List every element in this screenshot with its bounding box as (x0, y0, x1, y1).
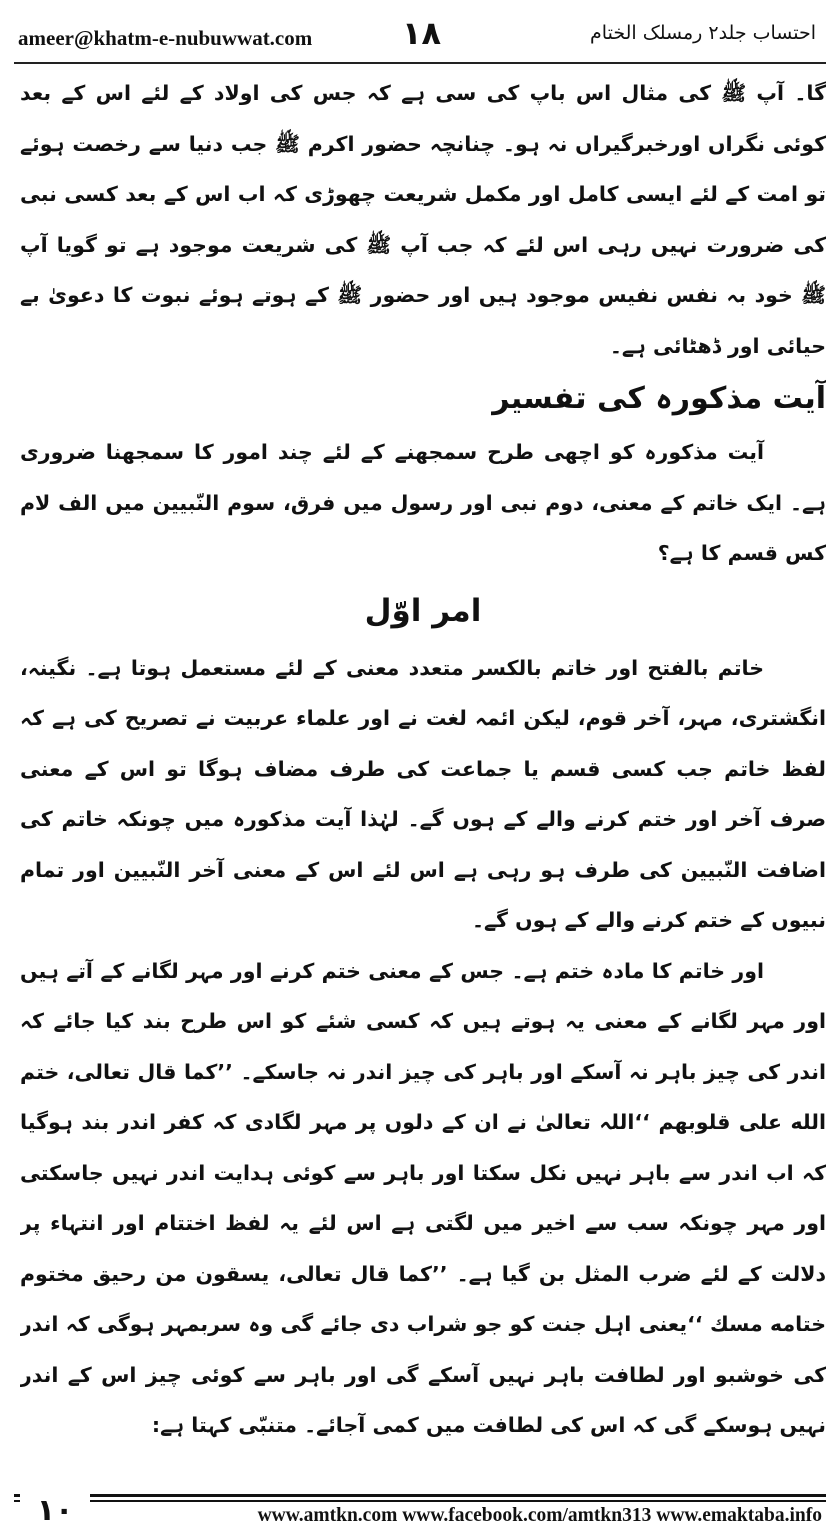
header-page-number: ۱۸ (402, 14, 442, 52)
header-book-title: احتساب جلد۲ رمسلک الختام (590, 22, 816, 44)
paragraph-1: گا۔ آپ ﷺ کی مثال اس باپ کی سی ہے کہ جس کی اولاد کے لئے اس کے بعد کوئی نگراں اورخبرگیراں نہ ہو۔ چنانچہ حضور اکرم ﷺ جب دنیا سے رخصت ہوئے تو امت کے لئے ایسی کامل اور مکمل شریعت چھوڑی کہ اب اس کے بعد کسی نبی کی ضرورت نہیں رہی اس لئے کہ جب آپ ﷺ کی شریعت موجود ہے تو گویا آپ ﷺ خود بہ نفس نفیس موجود ہیں اور حضور ﷺ کے ہوتے ہوئے نبوت کا دعویٰ بے حیائی اور ڈھٹائی ہے۔ (20, 81, 826, 358)
footer-page-box: ۱۰ (20, 1485, 90, 1535)
page-body (20, 68, 826, 1458)
paragraph-4-part-c: ‘‘یعنی اہل جنت کو جو شراب دی جائے گی وہ سربمہر ہوگی کہ اندر کی خوشبو اور لطافت باہر نہیں آسکے گی اور باہر سے کوئی چیز اس کے اندر نہیں ہوسکے گی کہ اس کی لطافت میں کمی آجائے۔ متنبّی کہتا ہے: (20, 1312, 826, 1437)
paragraph-4-part-a: اور خاتم کا مادہ ختم ہے۔ جس کے معنی ختم کرنے اور مہر لگانے کے آتے ہیں اور مہر لگانے کے معنی یہ ہوتے ہیں کہ کسی شئے کو اس طرح بند کیا جائے کہ اندر کی چیز باہر نہ آسکے اور باہر کی چیز اندر نہ جاسکے۔ ’’ (20, 958, 826, 1084)
quran-quote-2: كما قال تعالى، يسقون من رحيق مختوم ختامه مسك (20, 1261, 826, 1336)
paragraph-4 (20, 946, 826, 1451)
footer-website-links[interactable]: www.amtkn.com www.facebook.com/amtkn313 www.emaktaba.info (257, 1505, 822, 1526)
subsection-heading: امر اوّل (364, 592, 482, 629)
page-header (0, 0, 840, 66)
page-footer (0, 1482, 840, 1540)
paragraph-3: خاتم بالفتح اور خاتم بالکسر متعدد معنی کے لئے مستعمل ہوتا ہے۔ نگینہ، انگشتری، مہر، آخر قوم، لیکن ائمہ لغت نے اور علماء عربیت نے تصریح کی ہے کہ لفظ خاتم جب کسی قسم یا جماعت کی طرف مضاف ہوگا تو اس کے معنی صرف آخر اور ختم کرنے والے کے ہوں گے۔ لہٰذا آیت مذکورہ میں چونکہ خاتم کی اضافت النّبیین کی طرف ہو رہی ہے اس لئے اس کے معنی آخر النّبیین اور تمام نبیوں کے ختم کرنے والے کے ہوں گے۔ (20, 655, 826, 932)
paragraph-2: آیت مذکورہ کو اچھی طرح سمجھنے کے لئے چند امور کا سمجھنا ضروری ہے۔ ایک خاتم کے معنی، دوم نبی اور رسول میں فرق، سوم النّبیین میں الف لام کس قسم کا ہے؟ (20, 440, 826, 565)
header-email[interactable]: ameer@khatm-e-nubuwwat.com (18, 26, 313, 50)
header-divider (14, 62, 826, 64)
footer-rule-bottom (14, 1500, 826, 1502)
quran-quote-1: كما قال تعالى، ختم الله على قلوبهم (20, 1059, 826, 1134)
section-heading: آیت مذکورہ کی تفسیر (492, 381, 826, 416)
footer-rule-top (14, 1494, 826, 1497)
paragraph-4-part-b: ‘‘اللہ تعالیٰ نے ان کے دلوں پر مہر لگادی کہ کفر اندر بند ہوگیا کہ اب اندر سے باہر نہیں نکل سکتا اور باہر سے کوئی ہدایت اندر نہیں جاسکتی اور مہر چونکہ سب سے اخیر میں لگتی ہے اس لئے یہ لفظ اختتام اور انتہاء پر دلالت کے لئے ضرب المثل بن گیا ہے۔ ’’ (20, 1110, 826, 1286)
